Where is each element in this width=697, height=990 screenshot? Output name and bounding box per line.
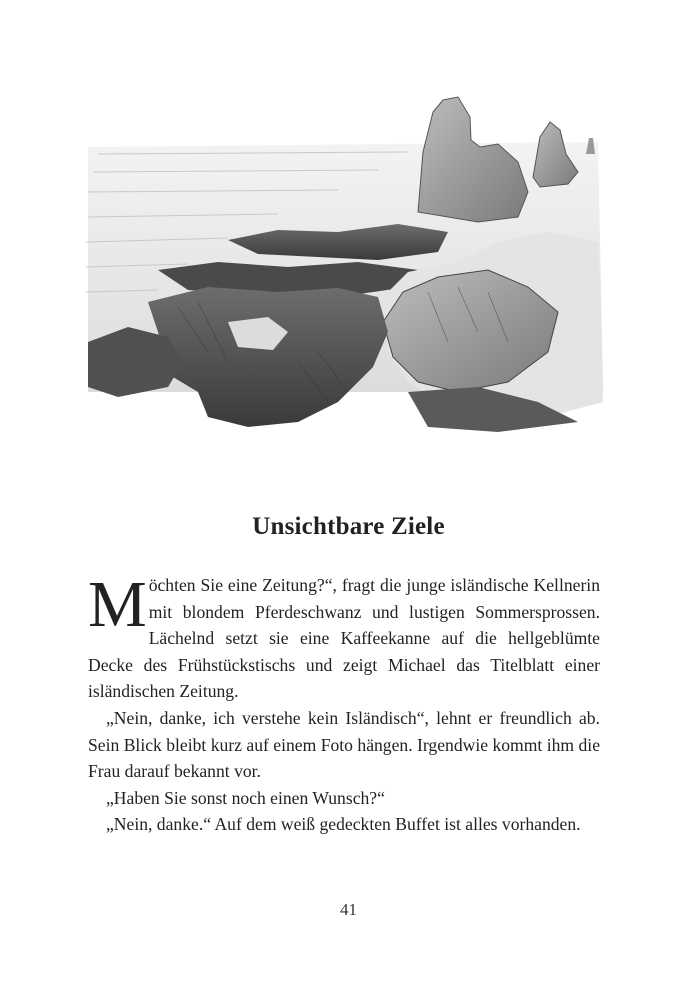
- coastal-rock-sketch-icon: [78, 92, 608, 442]
- drop-cap: M: [88, 568, 147, 641]
- page-number: 41: [340, 900, 357, 919]
- paragraph-2: „Nein, danke, ich verstehe kein Isländisch“, lehnt er freundlich ab. Sein Blick bleibt kurz auf einem Foto hängen. Irgendwie kommt ihm die Frau darauf bekannt vor.: [88, 707, 600, 782]
- paragraph-4: „Nein, danke.“ Auf dem weiß gedeckten Buffet ist alles vorhanden.: [106, 814, 581, 835]
- paragraph-3: „Haben Sie sonst noch einen Wunsch?“: [106, 787, 385, 808]
- paragraph-1-text: öchten Sie eine Zeitung?“, fragt die junge isländische Kellnerin mit blondem Pferdeschwanz und lustigen Sommersprossen. Lächelnd setzt sie eine Kaffeekanne auf die hellgeblümte Decke des Frühstückstischs und zeigt Michael das Titelblatt einer isländischen Zeitung.: [88, 575, 600, 702]
- chapter-title: Unsichtbare Ziele: [252, 513, 445, 540]
- coastal-rock-illustration: [78, 92, 608, 442]
- chapter-body: [88, 568, 600, 838]
- paragraph-1: [88, 568, 600, 705]
